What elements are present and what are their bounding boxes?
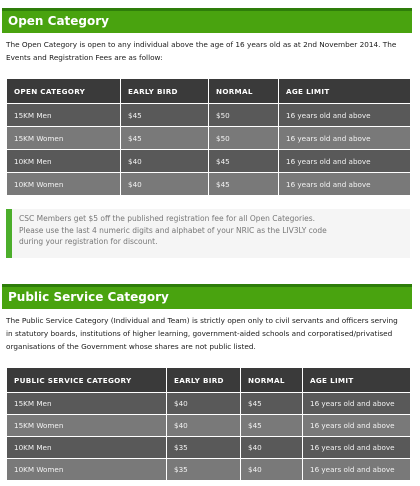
column-header: EARLY BIRD [121,79,209,104]
csc-discount-note [6,209,410,258]
table-cell: 10KM Men [7,150,121,173]
note-line-2: Please use the last 4 numeric digits and alphabet of your NRIC as the LIV3LY code [19,225,327,235]
table-header-row [7,368,411,393]
public-intro-line-3: organisations of the Government whose shares are not public listed. [6,342,256,351]
note-line-1: CSC Members get $5 off the published registration fee for all Open Categories. [19,214,316,223]
column-header: NORMAL [209,79,279,104]
open-intro-line-1: The Open Category is open to any individual above the age of 16 years old as at 2nd November 2014. The [6,40,397,49]
open-category-table [6,78,411,196]
public-intro-line-2: in statutory boards, institutions of higher learning, government-aided schools and corporatised/privatised [6,329,393,338]
table-cell: $45 [241,393,303,415]
table-cell: $50 [209,104,279,127]
table-cell: 16 years old and above [279,150,411,173]
table-cell: 15KM Men [7,393,167,415]
table-cell: $45 [209,173,279,196]
table-cell: $45 [121,104,209,127]
table-cell: $40 [241,437,303,459]
column-header: OPEN CATEGORY [7,79,121,104]
table-cell: $45 [121,127,209,150]
table-cell: $40 [121,150,209,173]
table-cell: 10KM Women [7,173,121,196]
open-category-heading: Open Category [2,8,412,33]
table-row [7,459,411,481]
table-cell: $40 [167,415,241,437]
table-row [7,393,411,415]
table-row [7,104,411,127]
table-cell: 10KM Men [7,437,167,459]
table-cell: $50 [209,127,279,150]
open-intro-line-2: Events and Registration Fees are as follow: [6,53,163,62]
table-cell: $40 [241,459,303,481]
open-category-intro [6,38,410,64]
table-cell: $35 [167,437,241,459]
table-cell: 16 years old and above [303,437,411,459]
column-header: AGE LIMIT [279,79,411,104]
table-row [7,173,411,196]
note-line-3: during your registration for discount. [19,237,158,246]
table-cell: 15KM Women [7,415,167,437]
table-cell: $45 [209,150,279,173]
table-row [7,150,411,173]
column-header: PUBLIC SERVICE CATEGORY [7,368,167,393]
column-header: NORMAL [241,368,303,393]
table-cell: $45 [241,415,303,437]
column-header: AGE LIMIT [303,368,411,393]
table-header-row [7,79,411,104]
table-row [7,415,411,437]
public-intro-line-1: The Public Service Category (Individual and Team) is strictly open only to civil servants and officers serving [6,316,398,325]
table-row [7,437,411,459]
table-cell: 15KM Men [7,104,121,127]
table-cell: 10KM Women [7,459,167,481]
public-service-intro [6,314,410,353]
table-cell: 16 years old and above [303,459,411,481]
table-cell: 16 years old and above [303,393,411,415]
table-cell: $40 [167,393,241,415]
table-cell: 16 years old and above [303,415,411,437]
table-cell: 15KM Women [7,127,121,150]
table-row [7,127,411,150]
column-header: EARLY BIRD [167,368,241,393]
table-cell: 16 years old and above [279,173,411,196]
public-service-category-table [6,367,411,481]
table-cell: $35 [167,459,241,481]
table-cell: 16 years old and above [279,104,411,127]
table-cell: 16 years old and above [279,127,411,150]
table-cell: $40 [121,173,209,196]
public-service-category-heading: Public Service Category [2,284,412,309]
